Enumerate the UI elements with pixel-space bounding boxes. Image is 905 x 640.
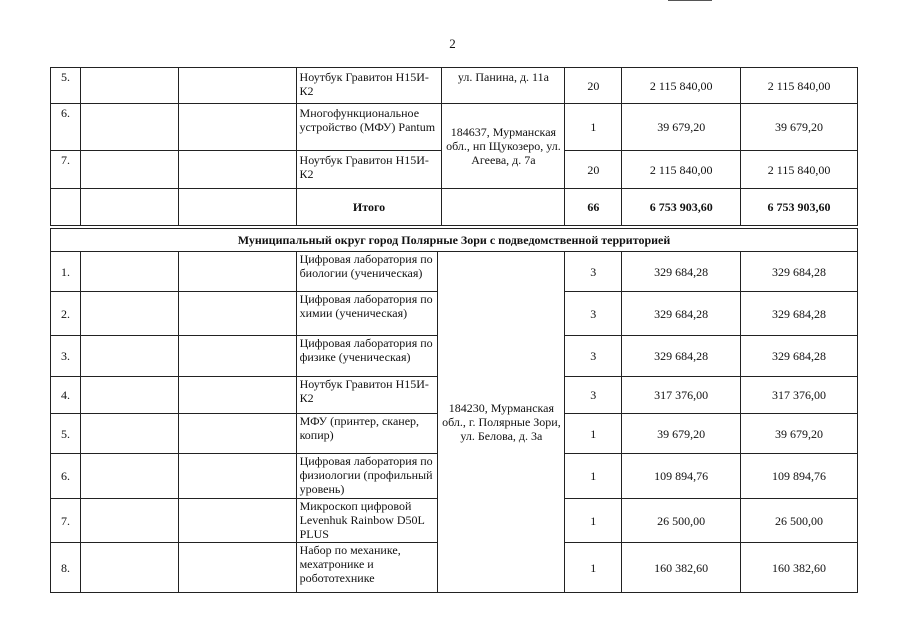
price-cell: 329 684,28 bbox=[622, 292, 741, 336]
sum-cell: 26 500,00 bbox=[741, 499, 858, 543]
empty-cell bbox=[80, 543, 178, 593]
empty-cell bbox=[80, 68, 178, 104]
empty-cell bbox=[80, 151, 178, 189]
row-number: 8. bbox=[51, 543, 81, 593]
sum-cell: 329 684,28 bbox=[741, 336, 858, 377]
empty-cell bbox=[51, 189, 81, 226]
row-number: 5. bbox=[51, 414, 81, 454]
empty-cell bbox=[80, 414, 178, 454]
quantity-cell: 1 bbox=[565, 454, 622, 499]
empty-cell bbox=[178, 104, 296, 151]
empty-cell bbox=[178, 414, 296, 454]
sum-cell: 329 684,28 bbox=[741, 292, 858, 336]
empty-cell bbox=[80, 377, 178, 414]
table-row bbox=[51, 104, 858, 151]
quantity-cell: 3 bbox=[565, 292, 622, 336]
price-cell: 109 894,76 bbox=[622, 454, 741, 499]
quantity-cell: 3 bbox=[565, 252, 622, 292]
empty-cell bbox=[80, 499, 178, 543]
price-cell: 329 684,28 bbox=[622, 252, 741, 292]
row-number: 2. bbox=[51, 292, 81, 336]
total-sum: 6 753 903,60 bbox=[741, 189, 858, 226]
quantity-cell: 1 bbox=[565, 414, 622, 454]
empty-cell bbox=[80, 292, 178, 336]
total-label: Итого bbox=[296, 189, 442, 226]
sum-cell: 2 115 840,00 bbox=[741, 151, 858, 189]
price-cell: 329 684,28 bbox=[622, 336, 741, 377]
item-name: Цифровая лаборатория по химии (ученическая) bbox=[296, 292, 438, 336]
item-name: Ноутбук Гравитон Н15И-К2 bbox=[296, 151, 442, 189]
page-number: 2 bbox=[449, 36, 456, 51]
table-row bbox=[51, 252, 858, 292]
empty-cell bbox=[80, 336, 178, 377]
row-number: 5. bbox=[51, 68, 81, 104]
price-cell: 317 376,00 bbox=[622, 377, 741, 414]
item-name: МФУ (принтер, сканер, копир) bbox=[296, 414, 438, 454]
row-number: 6. bbox=[51, 454, 81, 499]
price-cell: 39 679,20 bbox=[622, 414, 741, 454]
empty-cell bbox=[80, 104, 178, 151]
row-number: 4. bbox=[51, 377, 81, 414]
upper-table bbox=[50, 67, 858, 226]
empty-cell bbox=[178, 377, 296, 414]
row-number: 7. bbox=[51, 499, 81, 543]
quantity-cell: 20 bbox=[565, 68, 622, 104]
section-row bbox=[51, 229, 858, 252]
quantity-cell: 1 bbox=[565, 104, 622, 151]
empty-cell bbox=[178, 189, 296, 226]
row-number: 3. bbox=[51, 336, 81, 377]
sum-cell: 109 894,76 bbox=[741, 454, 858, 499]
quantity-cell: 1 bbox=[565, 543, 622, 593]
section-title: Муниципальный округ город Полярные Зори с подведомственной территорией bbox=[51, 229, 858, 252]
total-row bbox=[51, 189, 858, 226]
item-name: Многофункциональное устройство (МФУ) Pantum bbox=[296, 104, 442, 151]
empty-cell bbox=[80, 454, 178, 499]
empty-cell bbox=[178, 68, 296, 104]
quantity-cell: 3 bbox=[565, 336, 622, 377]
address-cell: 184230, Мурманская обл., г. Полярные Зори, ул. Белова, д. 3а bbox=[438, 252, 565, 593]
total-price: 6 753 903,60 bbox=[622, 189, 741, 226]
item-name: Цифровая лаборатория по физиологии (профильный уровень) bbox=[296, 454, 438, 499]
empty-cell bbox=[442, 189, 565, 226]
row-number: 1. bbox=[51, 252, 81, 292]
sum-cell: 39 679,20 bbox=[741, 414, 858, 454]
total-quantity: 66 bbox=[565, 189, 622, 226]
sum-cell: 329 684,28 bbox=[741, 252, 858, 292]
empty-cell bbox=[178, 292, 296, 336]
address-cell: 184637, Мурманская обл., нп Щукозеро, ул. Агеева, д. 7а bbox=[442, 104, 565, 189]
scan-mark bbox=[668, 0, 712, 1]
empty-cell bbox=[178, 454, 296, 499]
price-cell: 39 679,20 bbox=[622, 104, 741, 151]
sum-cell: 160 382,60 bbox=[741, 543, 858, 593]
item-name: Микроскоп цифровой Levenhuk Rainbow D50L PLUS bbox=[296, 499, 438, 543]
row-number: 7. bbox=[51, 151, 81, 189]
item-name: Цифровая лаборатория по биологии (ученическая) bbox=[296, 252, 438, 292]
empty-cell bbox=[80, 189, 178, 226]
row-number: 6. bbox=[51, 104, 81, 151]
sum-cell: 2 115 840,00 bbox=[741, 68, 858, 104]
empty-cell bbox=[80, 252, 178, 292]
price-cell: 2 115 840,00 bbox=[622, 151, 741, 189]
quantity-cell: 3 bbox=[565, 377, 622, 414]
price-cell: 2 115 840,00 bbox=[622, 68, 741, 104]
table-row bbox=[51, 68, 858, 104]
quantity-cell: 20 bbox=[565, 151, 622, 189]
empty-cell bbox=[178, 151, 296, 189]
price-cell: 160 382,60 bbox=[622, 543, 741, 593]
empty-cell bbox=[178, 543, 296, 593]
sum-cell: 317 376,00 bbox=[741, 377, 858, 414]
address-cell: ул. Панина, д. 11а bbox=[442, 68, 565, 104]
item-name: Ноутбук Гравитон Н15И-К2 bbox=[296, 68, 442, 104]
item-name: Набор по механике, мехатронике и робототехнике bbox=[296, 543, 438, 593]
empty-cell bbox=[178, 336, 296, 377]
empty-cell bbox=[178, 499, 296, 543]
quantity-cell: 1 bbox=[565, 499, 622, 543]
item-name: Цифровая лаборатория по физике (ученическая) bbox=[296, 336, 438, 377]
price-cell: 26 500,00 bbox=[622, 499, 741, 543]
lower-table bbox=[50, 228, 858, 593]
item-name: Ноутбук Гравитон Н15И-К2 bbox=[296, 377, 438, 414]
empty-cell bbox=[178, 252, 296, 292]
sum-cell: 39 679,20 bbox=[741, 104, 858, 151]
